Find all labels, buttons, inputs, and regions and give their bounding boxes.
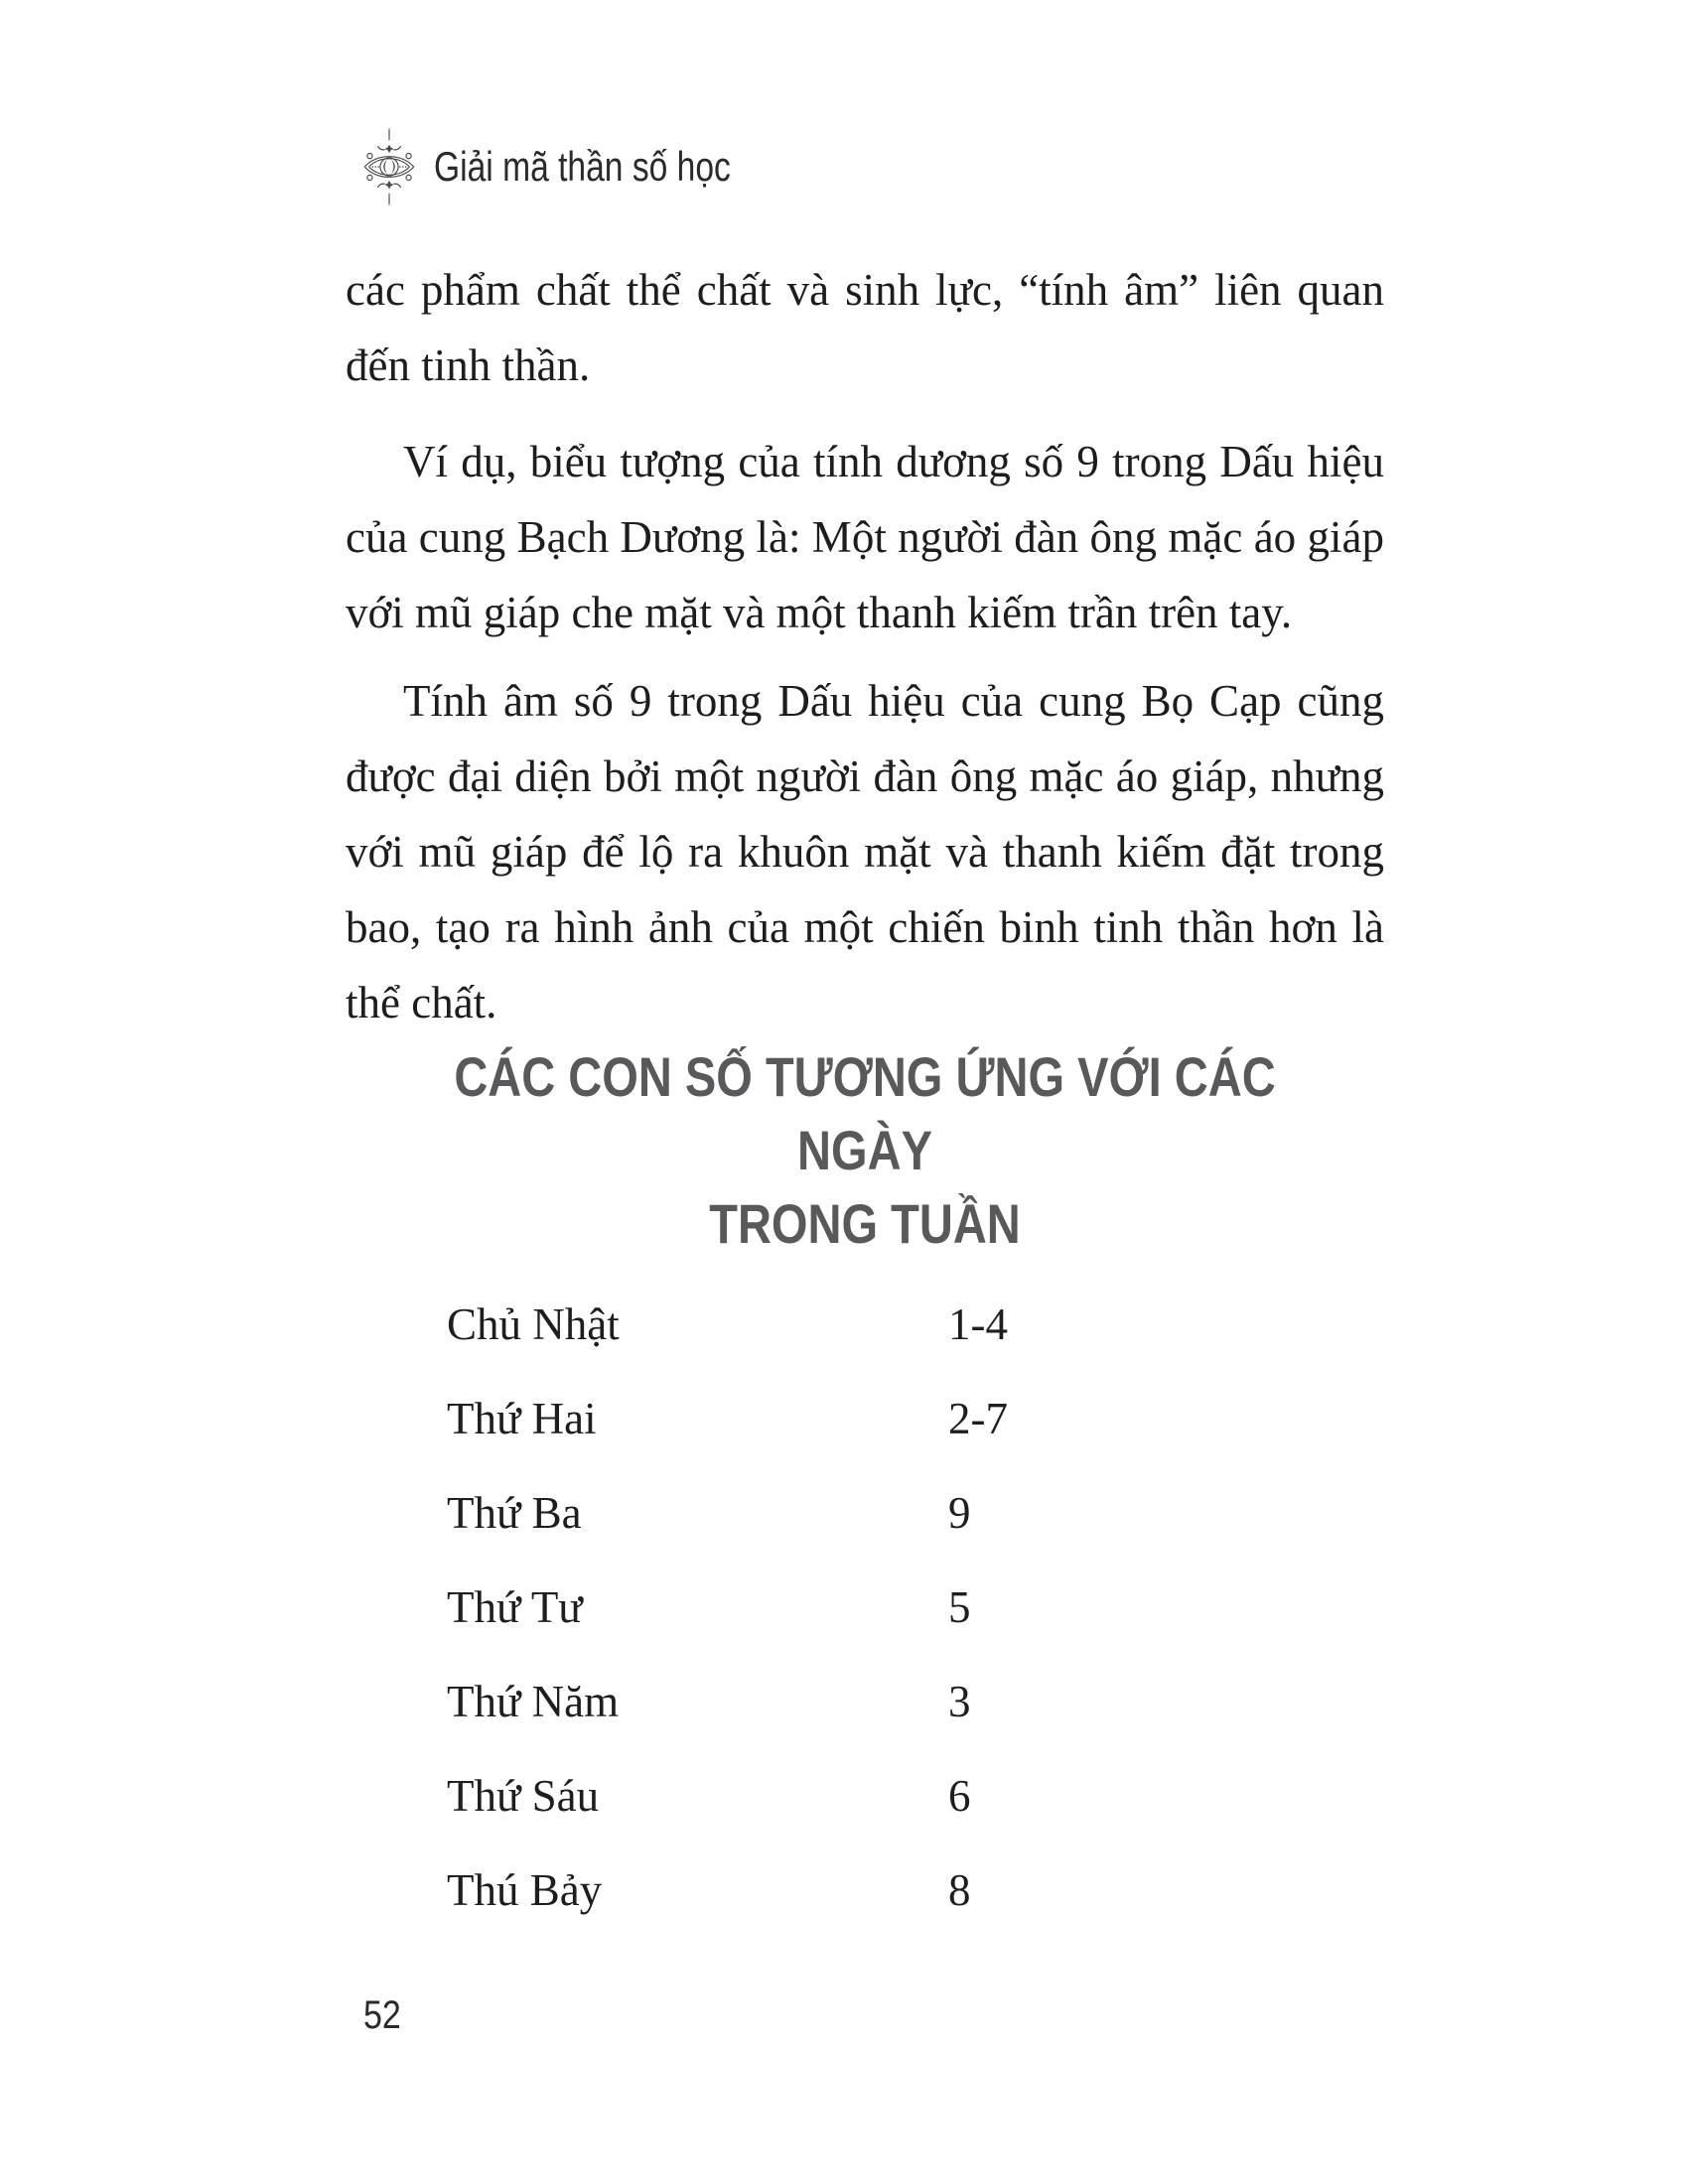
running-header: [360, 125, 805, 208]
section-heading-line1: CÁC CON SỐ TƯƠNG ỨNG VỚI CÁC NGÀY: [454, 1045, 1276, 1181]
day-numbers: 8: [948, 1865, 971, 1915]
weekday-row: [346, 1672, 1384, 1766]
day-label: Thứ Sáu: [447, 1771, 600, 1821]
day-numbers: 9: [948, 1488, 971, 1538]
paragraph: các phẩm chất thể chất và sinh lực, “tính âm” liên quan đến tinh thần.: [346, 265, 1384, 390]
weekday-row: [346, 1766, 1384, 1860]
day-label: Thú Bảy: [447, 1865, 603, 1915]
weekday-row: [346, 1860, 1384, 1955]
day-label: Chủ Nhật: [447, 1299, 620, 1349]
weekday-row: [346, 1295, 1384, 1389]
weekday-row: [346, 1577, 1384, 1672]
day-numbers: 6: [948, 1771, 971, 1821]
day-label: Thứ Hai: [447, 1394, 597, 1443]
day-numbers: 2-7: [948, 1394, 1008, 1443]
day-label: Thứ Năm: [447, 1677, 620, 1726]
paragraph: Ví dụ, biểu tượng của tính dương số 9 trong Dấu hiệu của cung Bạch Dương là: Một người đàn ông mặc áo giáp với mũ giáp che mặt và một thanh kiếm trần trên tay.: [346, 437, 1384, 637]
paragraph: Tính âm số 9 trong Dấu hiệu của cung Bọ Cạp cũng được đại diện bởi một người đàn ông mặc áo giáp, nhưng với mũ giáp để lộ ra khuôn mặt và thanh kiếm đặt trong bao, tạo ra hình ảnh của một chiến binh tinh thần hơn là thể chất.: [346, 676, 1384, 1027]
day-label: Thứ Ba: [447, 1488, 582, 1538]
day-numbers: 1-4: [948, 1299, 1008, 1349]
weekday-table: [346, 1295, 1384, 1955]
section-heading: [429, 1040, 1302, 1261]
section-heading-line2: TRONG TUẦN: [709, 1192, 1021, 1255]
weekday-row: [346, 1389, 1384, 1483]
text-column: [346, 252, 1384, 1955]
mystic-eye-icon: [360, 125, 418, 208]
day-numbers: 5: [948, 1582, 971, 1632]
page-number: 52: [363, 1993, 401, 2037]
weekday-row: [346, 1483, 1384, 1577]
day-label: Thứ Tư: [447, 1582, 583, 1632]
day-numbers: 3: [948, 1677, 971, 1726]
book-title: Giải mã thần số học: [434, 143, 731, 190]
